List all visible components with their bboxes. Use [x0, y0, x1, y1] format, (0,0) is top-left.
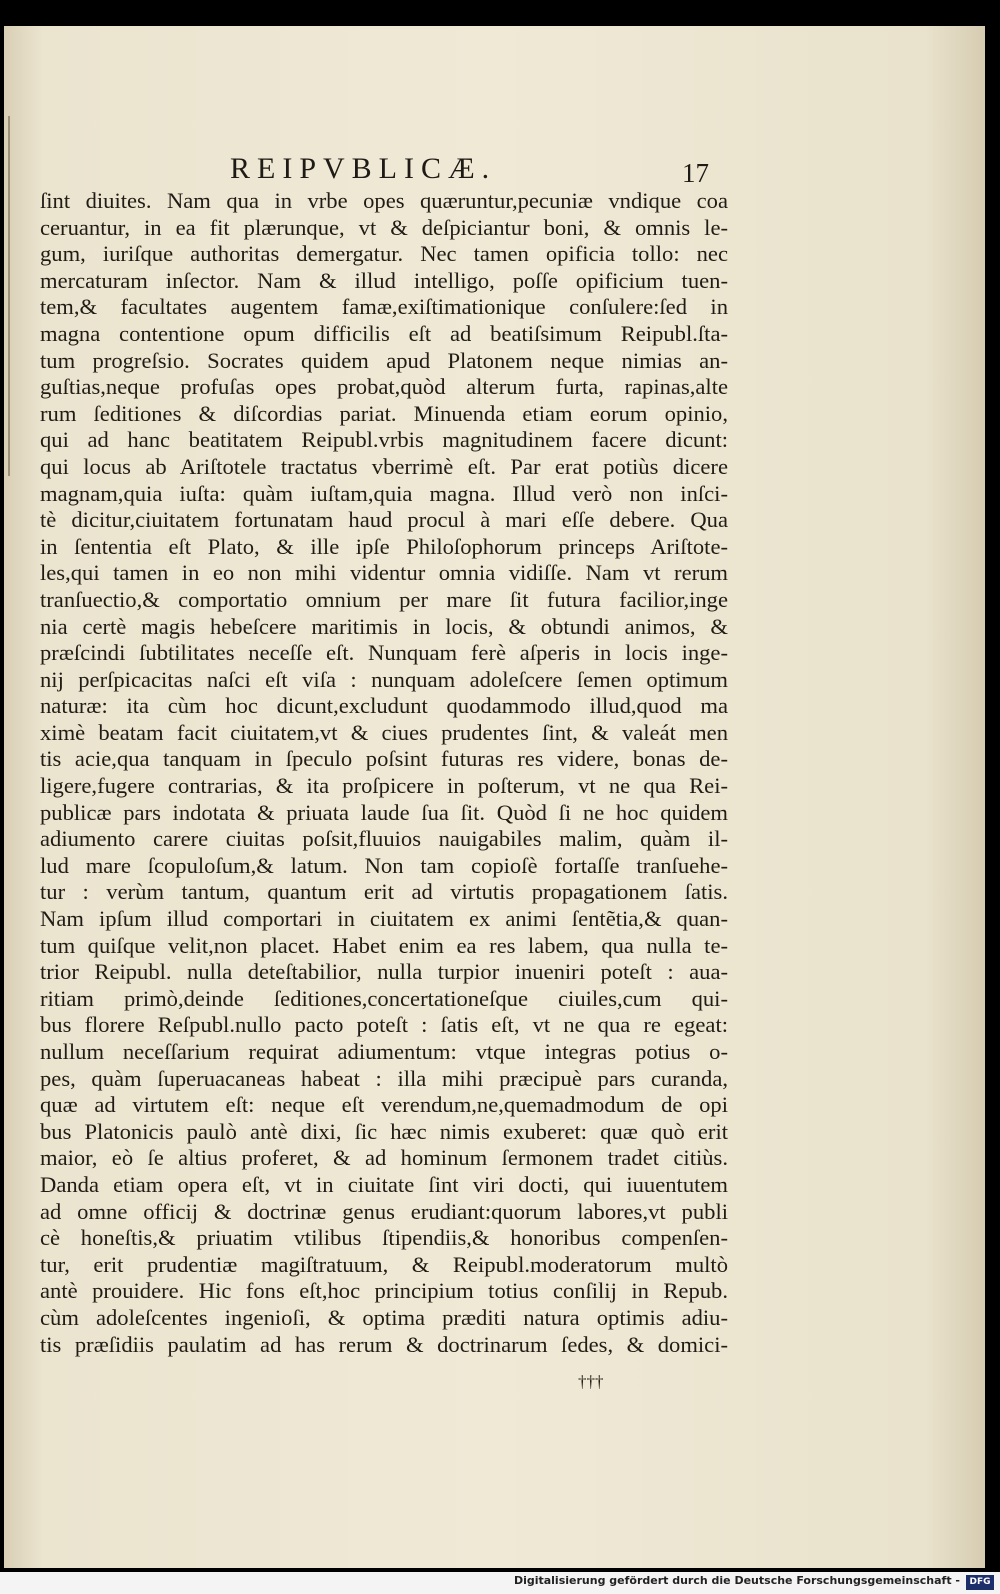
text-line: nia certè magis hebeſcere maritimis in locis, & obtundi animos, & — [40, 613, 728, 639]
text-line: mercaturam inſector. Nam & illud intelligo, poſſe opificium tuen- — [40, 267, 728, 293]
text-line: gum, iuriſque authoritas demergatur. Nec tamen opificia tollo: nec — [40, 241, 728, 267]
text-line: qui ad hanc beatitatem Reipubl.vrbis magnitudinem facere dicunt: — [40, 427, 728, 453]
text-line: cè honeſtis,& priuatim vtilibus ſtipendiis,& honoribus compenſen- — [40, 1225, 728, 1251]
text-line: ſint diuites. Nam qua in vrbe opes quæruntur,pecuniæ vndique coa — [40, 188, 728, 213]
dfg-logo-icon: DFG — [966, 1575, 994, 1590]
text-line: tur, erit prudentiæ magiſtratuum, & Reipubl.moderatorum multò — [40, 1251, 728, 1277]
text-line: tur : verùm tantum, quantum erit ad virtutis propagationem ſatis. — [40, 879, 728, 905]
text-line: in ſententia eſt Plato, & ille ipſe Philoſophorum princeps Ariſtote- — [40, 533, 728, 559]
text-line: magnam,quia iuſta: quàm iuſtam,quia magna. Illud verò non inſci- — [40, 480, 728, 506]
text-line: nij perſpicacitas naſci eſt viſa : nunquam adoleſcere ſemen optimum — [40, 666, 728, 692]
footer-bar — [0, 1572, 1000, 1594]
text-line: ximè beatam facit ciuitatem,vt & ciues prudentes ſint, & valeát men — [40, 719, 728, 745]
funding-notice: Digitalisierung gefördert durch die Deutsche Forschungsgemeinschaft - — [513, 1574, 960, 1587]
text-line: naturæ: ita cùm hoc dicunt,excludunt quodammodo illud,quod ma — [40, 693, 728, 719]
text-line: tem,& facultates augentem famæ,exiſtimationique conſulere:ſed in — [40, 294, 728, 320]
text-line: nullum neceſſarium requirat adiumentum: vtque integras potius o- — [40, 1039, 728, 1064]
text-line: ceruantur, in ea fit plærunque, vt & deſpiciantur boni, & omnis le- — [40, 214, 728, 240]
text-line: magna contentione opum difficilis eſt ad beatiſsimum Reipubl.ſta- — [40, 320, 728, 346]
text-line: cùm adoleſcentes ingenioſi, & optima præditi natura optimis adiu- — [40, 1304, 728, 1330]
text-line: bus florere Reſpubl.nullo pacto poteſt : ſatis eſt, vt ne qua re egeat: — [40, 1012, 728, 1038]
text-line: tis acie,qua tanquam in ſpeculo poſsint futuras res videre, bonas de- — [40, 746, 728, 772]
text-line: tum quiſque velit,non placet. Habet enim ea res labem, qua nulla te- — [40, 932, 728, 958]
text-line: rum ſeditiones & diſcordias pariat. Minuenda etiam eorum opinio, — [40, 400, 728, 426]
text-line: Nam ipſum illud comportari in ciuitatem ex animi ſentẽtia,& quan- — [40, 906, 728, 932]
text-line: publicæ pars indotata & priuata laude ſua ſit. Quòd ſi ne hoc quidem — [40, 799, 728, 825]
text-line: præſcindi ſubtilitates neceſſe eſt. Nunquam ferè aſperis in locis inge- — [40, 640, 728, 666]
text-line: tranſuectio,& comportatio omnium per mare ſit futura facilior,inge — [40, 586, 728, 612]
text-line: ligere,fugere contrarias, & ita proſpicere in poſterum, vt ne qua Rei- — [40, 773, 728, 799]
text-line: antè prouidere. Hic fons eſt,hoc principium totius conſilij in Repub. — [40, 1278, 728, 1304]
text-line: adiumento carere ciuitas poſsit,fluuios nauigabiles malim, quàm il- — [40, 826, 728, 852]
running-head: REIPVBLICÆ. — [230, 152, 497, 185]
text-line: tè dicitur,ciuitatem fortunatam haud procul à mari eſſe debere. Qua — [40, 507, 728, 533]
text-line: ritiam primò,deinde ſeditiones,concertationeſque ciuiles,cum qui- — [40, 985, 728, 1011]
text-line: tis præſidiis paulatim ad has rerum & doctrinarum ſedes, & domici- — [40, 1331, 728, 1357]
text-line: pes, quàm ſuperuacaneas habeat : illa mihi præcipuè pars curanda, — [40, 1065, 728, 1091]
text-line: maior, eò ſe altius proferet, & ad hominum ſermonem tradet citiùs. — [40, 1145, 728, 1171]
body-text — [40, 188, 728, 1358]
text-line: tum progreſsio. Socrates quidem apud Platonem neque nimias an- — [40, 347, 728, 373]
text-line: les,qui tamen in eo non mihi videntur omnia vidiſſe. Nam vt rerum — [40, 560, 728, 586]
text-line: ad omne officij & doctrinæ genus erudiant:quorum labores,vt publi — [40, 1198, 728, 1224]
text-line: guſtias,neque profuſas opes probat,quòd alterum furta, rapinas,alte — [40, 374, 728, 400]
page-number: 17 — [682, 158, 709, 188]
text-line: Danda etiam opera eſt, vt in ciuitate ſint viri docti, qui iuuentutem — [40, 1171, 728, 1197]
text-line: bus Platonicis paulò antè dixi, ſic hæc nimis exuberet: quæ quò erit — [40, 1118, 728, 1144]
text-line: lud mare ſcopuloſum,& latum. Non tam copioſè fortaſſe tranſuehe- — [40, 852, 728, 878]
text-line: qui locus ab Ariſtotele tractatus vberrimè eſt. Par erat potiùs dicere — [40, 453, 728, 479]
text-line: trior Reipubl. nulla deteſtabilior, nulla turpior inueniri poteſt : aua- — [40, 959, 728, 985]
catchword: ††† — [578, 1372, 604, 1391]
book-page — [4, 26, 985, 1568]
text-line: quæ ad virtutem eſt: neque eſt verendum,ne,quemadmodum de opi — [40, 1092, 728, 1118]
page-fold-shadow — [8, 116, 10, 476]
